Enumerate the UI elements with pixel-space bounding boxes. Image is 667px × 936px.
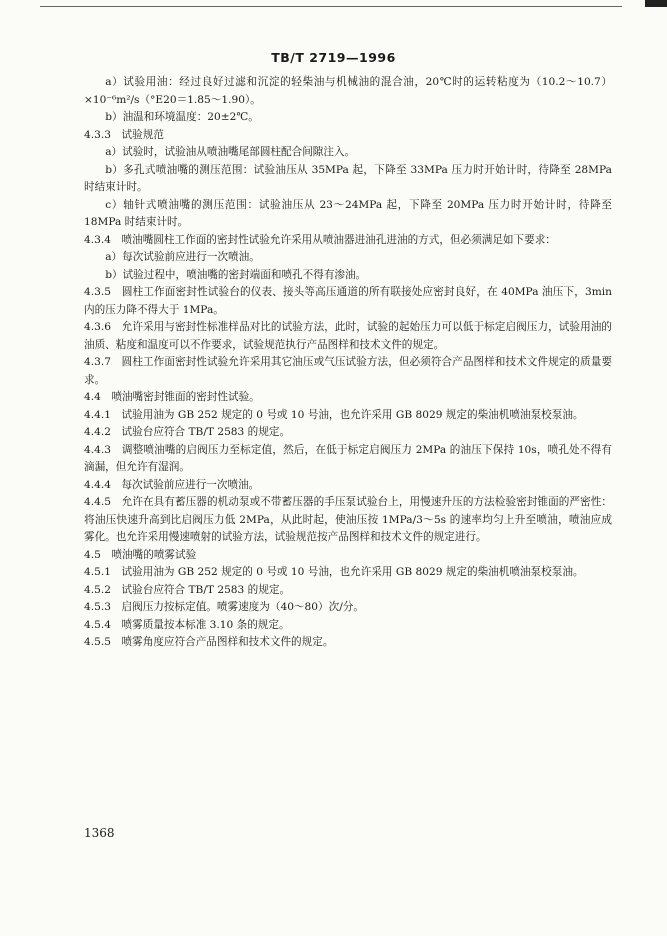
corner-mark (645, 0, 667, 7)
section-4-5-3: 4.5.3 启阀压力按标定值。喷雾速度为（40～80）次/分。 (84, 601, 364, 613)
section-4-5-1: 4.5.1 试验用油为 GB 252 规定的 0 号或 10 号油，也允许采用 GB 8029 规定的柴油机喷油泵校泵油。 (84, 566, 584, 578)
standard-code-header: TB/T 2719—1996 (271, 50, 396, 65)
section-4-4-1: 4.4.1 试验用油为 GB 252 规定的 0 号或 10 号油，也允许采用 GB 8029 规定的柴油机喷油泵校泵油。 (84, 408, 584, 421)
section-4-5-4: 4.5.4 喷雾质量按本标准 3.10 条的规定。 (84, 618, 290, 631)
section-4-4-4: 4.4.4 每次试验前应进行一次喷油。 (84, 478, 260, 491)
top-border-line (40, 6, 622, 7)
document-body (84, 74, 612, 652)
section-4-5-heading: 4.5 喷油嘴的喷雾试验 (84, 548, 197, 561)
section-4-5-2: 4.5.2 试验台应符合 TB/T 2583 的规定。 (84, 583, 291, 596)
section-4-3-5: 4.3.5 圆柱工作面密封性试验台的仪表、接头等高压通道的所有联接处应密封良好，在 40MPa 油压下，3min 内的压力降不得大于 1MPa。 (84, 286, 612, 316)
section-4-3-3-heading: 4.3.3 试验规范 (84, 128, 164, 141)
section-4-4-heading: 4.4 喷油嘴密封锥面的密封性试验。 (84, 391, 260, 403)
paragraph-b-no-leakage: b）试验过程中，喷油嘴的密封端面和喷孔不得有渗油。 (105, 268, 367, 281)
page-number: 1368 (84, 826, 115, 840)
section-4-4-2: 4.4.2 试验台应符合 TB/T 2583 的规定。 (84, 426, 291, 438)
paragraph-c-pintle-range: c）轴针式喷油嘴的测压范围：试验油压从 23～24MPa 起，下降至 20MPa 压力时开始计时，待降至 18MPa 时结束计时。 (84, 198, 612, 228)
paragraph-a-oil-injection: a）试验时，试验油从喷油嘴尾部圆柱配合间隙注入。 (105, 146, 356, 158)
section-4-3-4: 4.3.4 喷油嘴圆柱工作面的密封性试验允许采用从喷油器进油孔进油的方式，但必须满足如下要求： (84, 233, 556, 246)
section-4-3-7: 4.3.7 圆柱工作面密封性试验允许采用其它油压或气压试验方法，但必须符合产品图样和技术文件规定的质量要求。 (84, 356, 612, 386)
section-4-5-5: 4.5.5 喷雾角度应符合产品图样和技术文件的规定。 (84, 636, 334, 648)
section-4-4-3: 4.4.3 调整喷油嘴的启阀压力至标定值，然后，在低于标定启阀压力 2MPa 的油压下保持 10s，喷孔处不得有滴漏，但允许有湿润。 (84, 443, 612, 473)
paragraph-a-test-oil: a）试验用油：经过良好过滤和沉淀的轻柴油与机械油的混合油，20℃时的运转粘度为（10.2～10.7）×10⁻⁶m²/s（°E20＝1.85～1.90）。 (84, 76, 612, 106)
section-4-3-6: 4.3.6 允许采用与密封性标准样品对比的试验方法，此时，试验的起始压力可以低于标定启阀压力，试验用油的油质、粘度和温度可以不作要求，试验规范执行产品图样和技术文件的规定。 (84, 321, 612, 351)
paragraph-b-oil-temperature: b）油温和环境温度：20±2℃。 (105, 111, 259, 123)
paragraph-a-spray-before-test: a）每次试验前应进行一次喷油。 (105, 251, 260, 263)
paragraph-b-multi-hole-range: b）多孔式喷油嘴的测压范围：试验油压从 35MPa 起，下降至 33MPa 压力时开始计时，待降至 28MPa 时结束计时。 (84, 163, 612, 193)
section-4-4-5: 4.4.5 允许在具有蓄压器的机动泵或不带蓄压器的手压泵试验台上，用慢速升压的方法检验密封锥面的严密性：将油压快速升高到比启阀压力低 2MPa，从此时起，使油压按 1MPa/3～5s 的速率均匀上升至喷油，喷油应成雾化。也允许采用慢速喷射的试验方法，试验规范按产品图样和技术文件的规定进行。 (84, 496, 612, 543)
